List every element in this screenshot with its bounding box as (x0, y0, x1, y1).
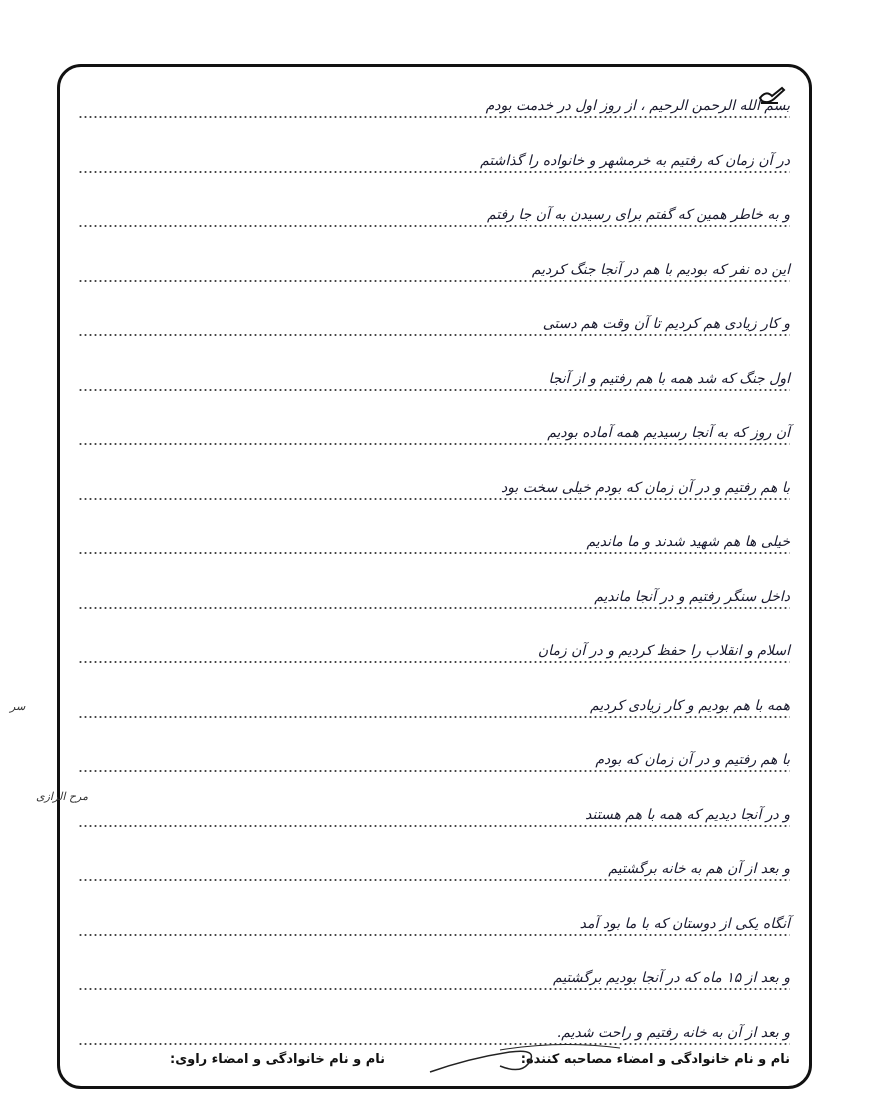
dotted-rule (78, 1043, 790, 1045)
handwritten-line (78, 133, 790, 173)
dotted-rule (78, 661, 790, 663)
dotted-rule (78, 607, 790, 609)
handwritten-text: با هم رفتیم و در آن زمان که بودم (595, 752, 790, 768)
dotted-rule (78, 280, 790, 282)
signature-footer (60, 1046, 790, 1076)
handwritten-text: همه با هم بودیم و کار زیادی کردیم (590, 697, 790, 714)
handwritten-text: خیلی ها هم شهید شدند و ما ماندیم (586, 534, 790, 550)
margin-note-left: مرح الرازی (36, 790, 89, 803)
dotted-rule (78, 225, 790, 227)
handwritten-line (78, 78, 790, 118)
handwritten-text: و به خاطر همین که گفتم برای رسیدن به آن جا رفتم (486, 207, 790, 223)
handwritten-text: و بعد از ۱۵ ماه که در آنجا بودیم برگشتیم (553, 970, 790, 986)
handwritten-line (78, 841, 790, 881)
handwritten-line (78, 514, 790, 554)
dotted-rule (78, 443, 790, 445)
handwritten-line (78, 787, 790, 827)
margin-note-left-2: سر (10, 700, 26, 713)
handwritten-text: بسم الله الرحمن الرحیم ، از روز اول در خدمت بودم (485, 98, 790, 114)
dotted-rule (78, 879, 790, 881)
dotted-rule (78, 825, 790, 827)
handwritten-line (78, 896, 790, 936)
handwritten-line (78, 623, 790, 663)
dotted-rule (78, 498, 790, 500)
dotted-rule (78, 934, 790, 936)
handwritten-line (78, 1005, 790, 1045)
handwritten-line (78, 405, 790, 445)
interviewer-signature-label: نام و نام خانوادگی و امضاء مصاحبه کننده: (520, 1052, 790, 1067)
handwritten-line (78, 460, 790, 500)
handwritten-text: این ده نفر که بودیم با هم در آنجا جنگ کردیم (531, 261, 790, 278)
handwritten-line (78, 569, 790, 609)
handwritten-text: آنگاه یکی از دوستان که با ما بود آمد (579, 915, 790, 932)
dotted-rule (78, 552, 790, 554)
handwritten-line (78, 950, 790, 990)
handwritten-text: آن روز که به آنجا رسیدیم همه آماده بودیم (547, 425, 790, 441)
narrator-signature-label: نام و نام خانوادگی و امضاء راوی: (170, 1052, 385, 1067)
handwritten-line (78, 732, 790, 772)
handwritten-text: و کار زیادی هم کردیم تا آن وقت هم دستی (542, 316, 790, 332)
dotted-rule (78, 716, 790, 718)
dotted-rule (78, 770, 790, 772)
handwritten-text: و بعد از آن به خانه رفتیم و راحت شدیم. (556, 1024, 790, 1041)
handwritten-text: در آن زمان که رفتیم به خرمشهر و خانواده را گذاشتم (480, 152, 790, 169)
dotted-rule (78, 171, 790, 173)
handwritten-text: و بعد از آن هم به خانه برگشتیم (608, 861, 790, 877)
handwritten-line (78, 242, 790, 282)
dotted-rule (78, 334, 790, 336)
handwritten-line (78, 187, 790, 227)
dotted-rule (78, 988, 790, 990)
handwritten-text: اول جنگ که شد همه با هم رفتیم و از آنجا (548, 370, 790, 387)
handwritten-line (78, 351, 790, 391)
handwritten-text: با هم رفتیم و در آن زمان که بودم خیلی سخت بود (500, 479, 790, 496)
handwritten-text: اسلام و انقلاب را حفظ کردیم و در آن زمان (537, 643, 790, 659)
dotted-rule (78, 389, 790, 391)
handwritten-text: و در آنجا دیدیم که همه با هم هستند (585, 806, 790, 823)
handwritten-text: داخل سنگر رفتیم و در آنجا ماندیم (594, 588, 790, 605)
handwritten-line (78, 296, 790, 336)
dotted-rule (78, 116, 790, 118)
handwritten-line (78, 678, 790, 718)
